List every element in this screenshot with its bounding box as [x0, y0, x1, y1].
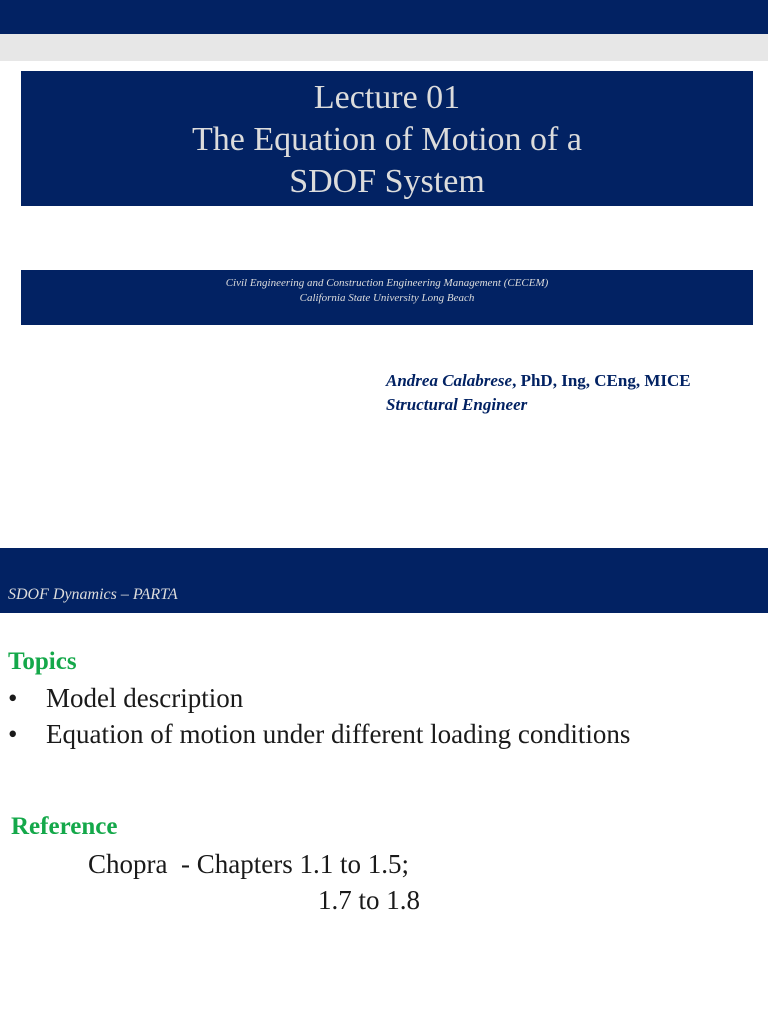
- university-name: California State University Long Beach: [299, 292, 475, 304]
- department-name: Civil Engineering and Construction Engineering Management (CECEM): [225, 277, 549, 289]
- topic-text: Model description: [46, 683, 244, 713]
- reference-heading: Reference: [11, 813, 118, 840]
- topic-text: Equation of motion under different loading conditions: [46, 719, 631, 749]
- title-box: [21, 71, 753, 206]
- bullet: •: [8, 719, 18, 749]
- top-banner: [0, 0, 768, 34]
- author-block: [386, 369, 691, 417]
- reference-line-2: 1.7 to 1.8: [318, 885, 421, 915]
- slide-separator: [0, 34, 768, 61]
- author-role: Structural Engineer: [386, 395, 528, 414]
- title-line-3: SDOF System: [289, 163, 485, 200]
- list-item: [8, 680, 630, 716]
- bullet: •: [8, 683, 18, 713]
- author-name: Andrea Calabrese: [386, 371, 513, 390]
- author-line: [386, 369, 691, 393]
- topics-heading: Topics: [8, 648, 77, 675]
- list-item: [8, 716, 630, 752]
- reference-line-1: Chopra - Chapters 1.1 to 1.5;: [88, 849, 409, 879]
- institution-box: [21, 270, 753, 325]
- part-label: SDOF Dynamics – PARTA: [8, 586, 178, 603]
- topics-list: [8, 680, 630, 752]
- title-line-1: Lecture 01: [313, 79, 461, 116]
- title-line-2: The Equation of Motion of a: [192, 121, 582, 158]
- author-credentials: , PhD, Ing, CEng, MICE: [512, 371, 691, 390]
